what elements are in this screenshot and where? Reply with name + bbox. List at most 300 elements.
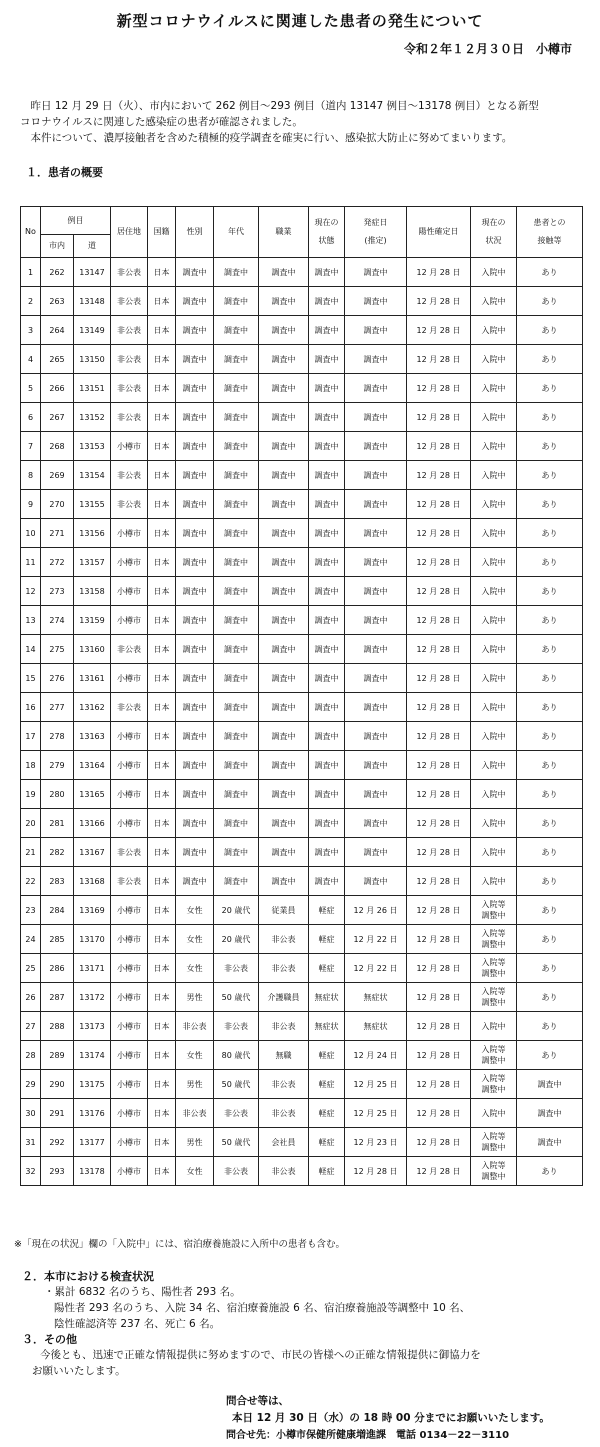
pref-case-no-cell: 13174 — [74, 1041, 111, 1070]
sex-cell: 女性 — [176, 1041, 214, 1070]
table-row — [21, 664, 583, 693]
status-cell — [471, 1157, 517, 1186]
onset-date-cell: 12 月 25 日 — [345, 1099, 407, 1128]
age-cell: 非公表 — [214, 1157, 259, 1186]
status-cell: 入院中 — [471, 548, 517, 577]
occupation-cell: 調査中 — [259, 548, 309, 577]
status-cell — [471, 925, 517, 954]
pref-case-no-cell: 13175 — [74, 1070, 111, 1099]
header-occupation: 職業 — [259, 207, 309, 258]
residence-cell: 非公表 — [111, 374, 148, 403]
contact-cell: あり — [517, 461, 583, 490]
sex-cell: 調査中 — [176, 403, 214, 432]
positive-date-cell: 12 月 28 日 — [407, 490, 471, 519]
onset-date-cell: 12 月 26 日 — [345, 896, 407, 925]
age-cell: 調査中 — [214, 577, 259, 606]
city-case-no-cell: 279 — [41, 751, 74, 780]
nationality-cell: 日本 — [148, 1157, 176, 1186]
row-no-cell: 19 — [21, 780, 41, 809]
header-case: 例目 — [41, 207, 111, 235]
pref-case-no-cell: 13148 — [74, 287, 111, 316]
table-row — [21, 403, 583, 432]
status-line: 入院等 — [481, 1161, 506, 1170]
row-no-cell: 12 — [21, 577, 41, 606]
age-cell: 調査中 — [214, 461, 259, 490]
city-case-no-cell: 266 — [41, 374, 74, 403]
table-row — [21, 809, 583, 838]
occupation-cell: 調査中 — [259, 287, 309, 316]
positive-date-cell: 12 月 28 日 — [407, 780, 471, 809]
condition-cell: 軽症 — [309, 1070, 345, 1099]
residence-cell: 非公表 — [111, 287, 148, 316]
header-condition-line2: 状態 — [318, 236, 335, 245]
city-case-no-cell: 278 — [41, 722, 74, 751]
pref-case-no-cell: 13158 — [74, 577, 111, 606]
city-case-no-cell: 286 — [41, 954, 74, 983]
status-cell: 入院中 — [471, 1012, 517, 1041]
age-cell: 調査中 — [214, 258, 259, 287]
contact-cell: 調査中 — [517, 1099, 583, 1128]
row-no-cell: 29 — [21, 1070, 41, 1099]
pref-case-no-cell: 13150 — [74, 345, 111, 374]
positive-date-cell: 12 月 28 日 — [407, 751, 471, 780]
sex-cell: 女性 — [176, 925, 214, 954]
condition-cell: 軽症 — [309, 1128, 345, 1157]
status-line: 入院等 — [481, 900, 506, 909]
row-no-cell: 6 — [21, 403, 41, 432]
condition-cell: 軽症 — [309, 1157, 345, 1186]
age-cell: 調査中 — [214, 519, 259, 548]
sex-cell: 調査中 — [176, 751, 214, 780]
contact-cell: あり — [517, 490, 583, 519]
occupation-cell: 調査中 — [259, 606, 309, 635]
contact-cell: あり — [517, 1157, 583, 1186]
city-case-no-cell: 275 — [41, 635, 74, 664]
age-cell: 調査中 — [214, 345, 259, 374]
header-positive-date: 陽性確定日 — [407, 207, 471, 258]
condition-cell: 調査中 — [309, 345, 345, 374]
nationality-cell: 日本 — [148, 838, 176, 867]
age-cell: 調査中 — [214, 751, 259, 780]
occupation-cell: 非公表 — [259, 1012, 309, 1041]
nationality-cell: 日本 — [148, 1012, 176, 1041]
onset-date-cell: 12 月 22 日 — [345, 925, 407, 954]
onset-date-cell: 調査中 — [345, 838, 407, 867]
age-cell: 非公表 — [214, 1012, 259, 1041]
positive-date-cell: 12 月 28 日 — [407, 809, 471, 838]
status-cell: 入院中 — [471, 693, 517, 722]
contact-cell: あり — [517, 722, 583, 751]
nationality-cell: 日本 — [148, 896, 176, 925]
nationality-cell: 日本 — [148, 374, 176, 403]
row-no-cell: 16 — [21, 693, 41, 722]
nationality-cell: 日本 — [148, 954, 176, 983]
age-cell: 調査中 — [214, 403, 259, 432]
nationality-cell: 日本 — [148, 925, 176, 954]
positive-date-cell: 12 月 28 日 — [407, 345, 471, 374]
table-row — [21, 693, 583, 722]
sex-cell: 調査中 — [176, 809, 214, 838]
residence-cell: 非公表 — [111, 838, 148, 867]
occupation-cell: 非公表 — [259, 954, 309, 983]
sex-cell: 調査中 — [176, 722, 214, 751]
city-case-no-cell: 263 — [41, 287, 74, 316]
contact-cell: あり — [517, 896, 583, 925]
contact-cell: あり — [517, 432, 583, 461]
positive-date-cell: 12 月 28 日 — [407, 1012, 471, 1041]
nationality-cell: 日本 — [148, 664, 176, 693]
nationality-cell: 日本 — [148, 606, 176, 635]
condition-cell: 調査中 — [309, 461, 345, 490]
sex-cell: 男性 — [176, 983, 214, 1012]
row-no-cell: 10 — [21, 519, 41, 548]
residence-cell: 小樽市 — [111, 780, 148, 809]
pref-case-no-cell: 13178 — [74, 1157, 111, 1186]
table-footnote: ※「現在の状況」欄の「入院中」には、宿泊療養施設に入所中の患者も含む。 — [14, 1239, 345, 1250]
occupation-cell: 調査中 — [259, 664, 309, 693]
row-no-cell: 2 — [21, 287, 41, 316]
condition-cell: 無症状 — [309, 983, 345, 1012]
table-row — [21, 374, 583, 403]
occupation-cell: 無職 — [259, 1041, 309, 1070]
condition-cell: 調査中 — [309, 664, 345, 693]
city-case-no-cell: 291 — [41, 1099, 74, 1128]
onset-date-cell: 調査中 — [345, 403, 407, 432]
city-case-no-cell: 284 — [41, 896, 74, 925]
status-line: 入院等 — [481, 1045, 506, 1054]
header-contact-line1: 患者との — [533, 218, 566, 227]
occupation-cell: 調査中 — [259, 722, 309, 751]
positive-date-cell: 12 月 28 日 — [407, 1099, 471, 1128]
table-row — [21, 896, 583, 925]
age-cell: 調査中 — [214, 316, 259, 345]
status-line: 調整中 — [481, 940, 506, 949]
header-contact-line2: 接触等 — [537, 236, 562, 245]
row-no-cell: 4 — [21, 345, 41, 374]
row-no-cell: 25 — [21, 954, 41, 983]
table-row — [21, 258, 583, 287]
table-row — [21, 606, 583, 635]
table-row — [21, 780, 583, 809]
occupation-cell: 調査中 — [259, 809, 309, 838]
nationality-cell: 日本 — [148, 867, 176, 896]
city-case-no-cell: 281 — [41, 809, 74, 838]
onset-date-cell: 無症状 — [345, 983, 407, 1012]
condition-cell: 軽症 — [309, 954, 345, 983]
sex-cell: 非公表 — [176, 1099, 214, 1128]
residence-cell: 小樽市 — [111, 983, 148, 1012]
status-line: 調整中 — [481, 1172, 506, 1181]
status-cell — [471, 954, 517, 983]
table-row — [21, 1041, 583, 1070]
status-cell: 入院中 — [471, 722, 517, 751]
onset-date-cell: 調査中 — [345, 664, 407, 693]
occupation-cell: 調査中 — [259, 490, 309, 519]
residence-cell: 非公表 — [111, 490, 148, 519]
nationality-cell: 日本 — [148, 490, 176, 519]
pref-case-no-cell: 13161 — [74, 664, 111, 693]
status-line: 入院等 — [481, 1074, 506, 1083]
status-cell — [471, 1128, 517, 1157]
intro-line: 本件について、濃厚接触者を含めた積極的疫学調査を確実に行い、感染拡大防止に努めてまいります。 — [30, 132, 513, 144]
onset-date-cell: 調査中 — [345, 577, 407, 606]
onset-date-cell: 12 月 24 日 — [345, 1041, 407, 1070]
residence-cell: 小樽市 — [111, 577, 148, 606]
contact-cell: あり — [517, 983, 583, 1012]
header-city-case: 市内 — [41, 235, 74, 258]
pref-case-no-cell: 13170 — [74, 925, 111, 954]
table-row — [21, 983, 583, 1012]
header-condition — [309, 207, 345, 258]
onset-date-cell: 調査中 — [345, 693, 407, 722]
positive-date-cell: 12 月 28 日 — [407, 664, 471, 693]
sex-cell: 調査中 — [176, 838, 214, 867]
condition-cell: 調査中 — [309, 432, 345, 461]
row-no-cell: 7 — [21, 432, 41, 461]
onset-date-cell: 12 月 22 日 — [345, 954, 407, 983]
nationality-cell: 日本 — [148, 1070, 176, 1099]
condition-cell: 軽症 — [309, 1041, 345, 1070]
table-row — [21, 432, 583, 461]
onset-date-cell: 調査中 — [345, 780, 407, 809]
residence-cell: 小樽市 — [111, 1099, 148, 1128]
closing-text-cont: お願いいたします。 — [32, 1365, 126, 1377]
positive-date-cell: 12 月 28 日 — [407, 374, 471, 403]
contact-cell: あり — [517, 693, 583, 722]
pref-case-no-cell: 13152 — [74, 403, 111, 432]
condition-cell: 調査中 — [309, 316, 345, 345]
contact-cell: あり — [517, 1041, 583, 1070]
age-cell: 調査中 — [214, 722, 259, 751]
sex-cell: 男性 — [176, 1070, 214, 1099]
onset-date-cell: 調査中 — [345, 809, 407, 838]
pref-case-no-cell: 13153 — [74, 432, 111, 461]
status-line: 入院等 — [481, 958, 506, 967]
occupation-cell: 非公表 — [259, 925, 309, 954]
section2-heading: ２．本市における検査状況 — [22, 1270, 154, 1283]
onset-date-cell: 調査中 — [345, 258, 407, 287]
pref-case-no-cell: 13173 — [74, 1012, 111, 1041]
condition-cell: 調査中 — [309, 374, 345, 403]
header-status-line2: 状況 — [485, 236, 502, 245]
onset-date-cell: 調査中 — [345, 461, 407, 490]
row-no-cell: 30 — [21, 1099, 41, 1128]
residence-cell: 小樽市 — [111, 1070, 148, 1099]
sex-cell: 調査中 — [176, 577, 214, 606]
city-case-no-cell: 285 — [41, 925, 74, 954]
city-case-no-cell: 288 — [41, 1012, 74, 1041]
residence-cell: 非公表 — [111, 461, 148, 490]
contact-cell: あり — [517, 635, 583, 664]
status-cell: 入院中 — [471, 751, 517, 780]
sex-cell: 調査中 — [176, 432, 214, 461]
table-row — [21, 316, 583, 345]
testing-total: ・累計 6832 名のうち、陽性者 293 名。 — [44, 1286, 241, 1298]
sex-cell: 調査中 — [176, 316, 214, 345]
condition-cell: 軽症 — [309, 1099, 345, 1128]
status-cell: 入院中 — [471, 780, 517, 809]
status-cell: 入院中 — [471, 867, 517, 896]
condition-cell: 調査中 — [309, 606, 345, 635]
residence-cell: 小樽市 — [111, 896, 148, 925]
header-nationality: 国籍 — [148, 207, 176, 258]
residence-cell: 非公表 — [111, 403, 148, 432]
occupation-cell: 調査中 — [259, 577, 309, 606]
nationality-cell: 日本 — [148, 751, 176, 780]
table-row — [21, 954, 583, 983]
residence-cell: 小樽市 — [111, 722, 148, 751]
table-row — [21, 867, 583, 896]
pref-case-no-cell: 13177 — [74, 1128, 111, 1157]
residence-cell: 小樽市 — [111, 751, 148, 780]
positive-date-cell: 12 月 28 日 — [407, 693, 471, 722]
nationality-cell: 日本 — [148, 809, 176, 838]
age-cell: 80 歳代 — [214, 1041, 259, 1070]
row-no-cell: 21 — [21, 838, 41, 867]
occupation-cell: 調査中 — [259, 374, 309, 403]
contact-cell: あり — [517, 925, 583, 954]
sex-cell: 調査中 — [176, 461, 214, 490]
status-line: 調整中 — [481, 1143, 506, 1152]
status-cell: 入院中 — [471, 432, 517, 461]
nationality-cell: 日本 — [148, 287, 176, 316]
onset-date-cell: 無症状 — [345, 1012, 407, 1041]
residence-cell: 小樽市 — [111, 548, 148, 577]
contact-cell: あり — [517, 374, 583, 403]
occupation-cell: 調査中 — [259, 316, 309, 345]
pref-case-no-cell: 13167 — [74, 838, 111, 867]
onset-date-cell: 12 月 23 日 — [345, 1128, 407, 1157]
status-cell: 入院中 — [471, 635, 517, 664]
city-case-no-cell: 289 — [41, 1041, 74, 1070]
contact-cell: 調査中 — [517, 1128, 583, 1157]
testing-breakdown-cont: 陰性確認済等 237 名、死亡 6 名。 — [54, 1318, 221, 1330]
occupation-cell: 介護職員 — [259, 983, 309, 1012]
status-line: 調整中 — [481, 1085, 506, 1094]
age-cell: 調査中 — [214, 432, 259, 461]
header-status — [471, 207, 517, 258]
table-row — [21, 751, 583, 780]
positive-date-cell: 12 月 28 日 — [407, 1128, 471, 1157]
positive-date-cell: 12 月 28 日 — [407, 461, 471, 490]
occupation-cell: 非公表 — [259, 1099, 309, 1128]
contact-cell: あり — [517, 403, 583, 432]
sex-cell: 調査中 — [176, 693, 214, 722]
positive-date-cell: 12 月 28 日 — [407, 983, 471, 1012]
city-case-no-cell: 276 — [41, 664, 74, 693]
row-no-cell: 18 — [21, 751, 41, 780]
pref-case-no-cell: 13154 — [74, 461, 111, 490]
nationality-cell: 日本 — [148, 403, 176, 432]
pref-case-no-cell: 13166 — [74, 809, 111, 838]
onset-date-cell: 調査中 — [345, 519, 407, 548]
positive-date-cell: 12 月 28 日 — [407, 1041, 471, 1070]
age-cell: 調査中 — [214, 867, 259, 896]
pref-case-no-cell: 13157 — [74, 548, 111, 577]
nationality-cell: 日本 — [148, 722, 176, 751]
positive-date-cell: 12 月 28 日 — [407, 635, 471, 664]
condition-cell: 調査中 — [309, 693, 345, 722]
closing-text: 今後とも、迅速で正確な情報提供に努めますので、市民の皆様への正確な情報提供に御協力を — [40, 1349, 481, 1361]
row-no-cell: 27 — [21, 1012, 41, 1041]
sex-cell: 調査中 — [176, 867, 214, 896]
positive-date-cell: 12 月 28 日 — [407, 577, 471, 606]
onset-date-cell: 調査中 — [345, 432, 407, 461]
condition-cell: 軽症 — [309, 925, 345, 954]
sex-cell: 調査中 — [176, 490, 214, 519]
status-cell: 入院中 — [471, 1099, 517, 1128]
age-cell: 調査中 — [214, 664, 259, 693]
residence-cell: 小樽市 — [111, 1041, 148, 1070]
occupation-cell: 調査中 — [259, 519, 309, 548]
nationality-cell: 日本 — [148, 432, 176, 461]
residence-cell: 非公表 — [111, 316, 148, 345]
residence-cell: 小樽市 — [111, 1012, 148, 1041]
header-no: No — [21, 207, 41, 258]
age-cell: 調査中 — [214, 548, 259, 577]
positive-date-cell: 12 月 28 日 — [407, 954, 471, 983]
occupation-cell: 調査中 — [259, 345, 309, 374]
sex-cell: 調査中 — [176, 519, 214, 548]
status-line: 入院等 — [481, 929, 506, 938]
row-no-cell: 28 — [21, 1041, 41, 1070]
residence-cell: 小樽市 — [111, 1128, 148, 1157]
row-no-cell: 11 — [21, 548, 41, 577]
row-no-cell: 23 — [21, 896, 41, 925]
header-status-line1: 現在の — [481, 218, 506, 227]
nationality-cell: 日本 — [148, 1099, 176, 1128]
residence-cell: 非公表 — [111, 693, 148, 722]
pref-case-no-cell: 13169 — [74, 896, 111, 925]
contact-cell: あり — [517, 838, 583, 867]
section3-heading: ３．その他 — [22, 1333, 77, 1346]
table-row — [21, 1099, 583, 1128]
residence-cell: 小樽市 — [111, 432, 148, 461]
positive-date-cell: 12 月 28 日 — [407, 838, 471, 867]
table-row — [21, 635, 583, 664]
pref-case-no-cell: 13172 — [74, 983, 111, 1012]
status-cell: 入院中 — [471, 461, 517, 490]
occupation-cell: 調査中 — [259, 867, 309, 896]
status-cell — [471, 1041, 517, 1070]
positive-date-cell: 12 月 28 日 — [407, 519, 471, 548]
contact-cell: あり — [517, 548, 583, 577]
status-cell: 入院中 — [471, 490, 517, 519]
city-case-no-cell: 272 — [41, 548, 74, 577]
residence-cell: 非公表 — [111, 635, 148, 664]
condition-cell: 調査中 — [309, 635, 345, 664]
occupation-cell: 調査中 — [259, 258, 309, 287]
residence-cell: 非公表 — [111, 867, 148, 896]
status-cell: 入院中 — [471, 809, 517, 838]
sex-cell: 調査中 — [176, 664, 214, 693]
table-row — [21, 838, 583, 867]
pref-case-no-cell: 13171 — [74, 954, 111, 983]
pref-case-no-cell: 13151 — [74, 374, 111, 403]
row-no-cell: 22 — [21, 867, 41, 896]
status-cell — [471, 896, 517, 925]
table-row — [21, 345, 583, 374]
issue-date: 令和２年１２月３０日 小樽市 — [403, 42, 572, 56]
onset-date-cell: 調査中 — [345, 374, 407, 403]
age-cell: 20 歳代 — [214, 925, 259, 954]
sex-cell: 女性 — [176, 896, 214, 925]
intro-line: コロナウイルスに関連した感染症の患者が確認されました。 — [20, 116, 303, 128]
condition-cell: 調査中 — [309, 519, 345, 548]
residence-cell: 小樽市 — [111, 664, 148, 693]
condition-cell: 調査中 — [309, 722, 345, 751]
contact-deadline: 本日 12 月 30 日（水）の 18 時 00 分までにお願いいたします。 — [232, 1412, 550, 1424]
